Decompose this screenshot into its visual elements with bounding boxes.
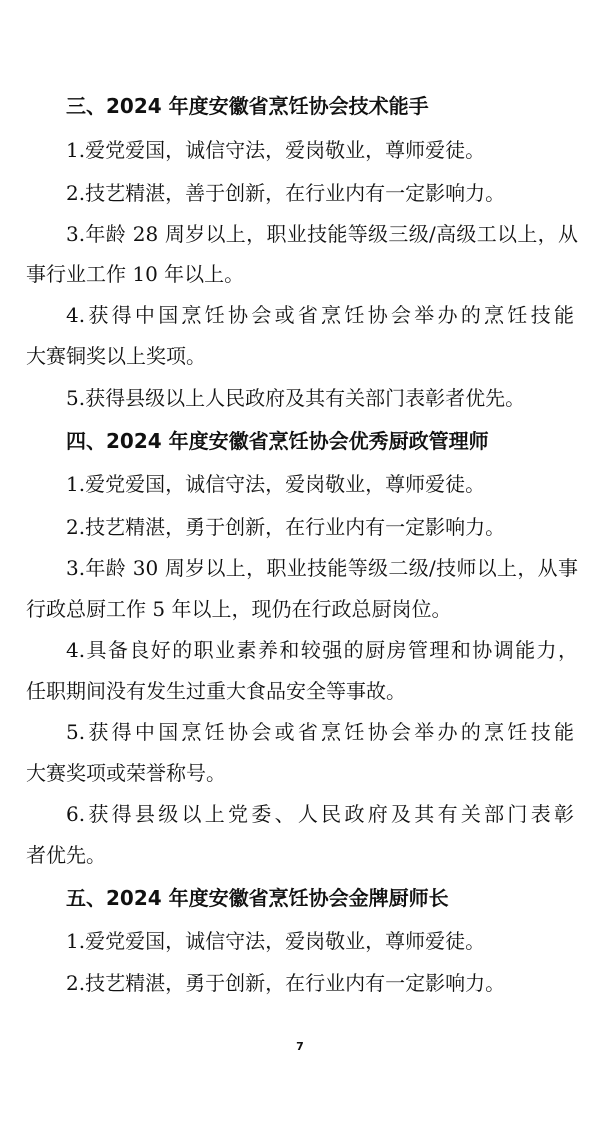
list-item-continuation: 任职期间没有发生过重大食品安全等事故。 [26, 679, 406, 703]
list-item-continuation: 事行业工作 10 年以上。 [26, 262, 245, 286]
list-item: 4.获得中国烹饪协会或省烹饪协会举办的烹饪技能 [66, 303, 574, 327]
list-item: 1.爱党爱国，诚信守法，爱岗敬业，尊师爱徒。 [66, 472, 486, 496]
list-item-continuation: 大赛铜奖以上奖项。 [26, 344, 206, 368]
section-heading: 三、2024 年度安徽省烹饪协会技术能手 [66, 94, 429, 118]
list-item: 5.获得中国烹饪协会或省烹饪协会举办的烹饪技能 [66, 720, 574, 744]
list-item: 4.具备良好的职业素养和较强的厨房管理和协调能力， [66, 638, 578, 662]
list-item: 2.技艺精湛，善于创新，在行业内有一定影响力。 [66, 181, 506, 205]
list-item-continuation: 行政总厨工作 5 年以上，现仍在行政总厨岗位。 [26, 597, 452, 621]
list-item: 1.爱党爱国，诚信守法，爱岗敬业，尊师爱徒。 [66, 929, 486, 953]
list-item: 2.技艺精湛，勇于创新，在行业内有一定影响力。 [66, 515, 506, 539]
list-item: 1.爱党爱国，诚信守法，爱岗敬业，尊师爱徒。 [66, 138, 486, 162]
page-number: 7 [296, 1040, 304, 1053]
list-item: 5.获得县级以上人民政府及其有关部门表彰者优先。 [66, 386, 526, 410]
list-item-continuation: 大赛奖项或荣誉称号。 [26, 761, 226, 785]
list-item: 6.获得县级以上党委、人民政府及其有关部门表彰 [66, 802, 574, 826]
list-item-continuation: 者优先。 [26, 843, 106, 867]
section-heading: 五、2024 年度安徽省烹饪协会金牌厨师长 [66, 886, 449, 910]
section-heading: 四、2024 年度安徽省烹饪协会优秀厨政管理师 [66, 429, 489, 453]
list-item: 2.技艺精湛，勇于创新，在行业内有一定影响力。 [66, 971, 506, 995]
list-item: 3.年龄 28 周岁以上，职业技能等级三级/高级工以上，从 [66, 222, 578, 246]
list-item: 3.年龄 30 周岁以上，职业技能等级二级/技师以上，从事 [66, 556, 578, 580]
